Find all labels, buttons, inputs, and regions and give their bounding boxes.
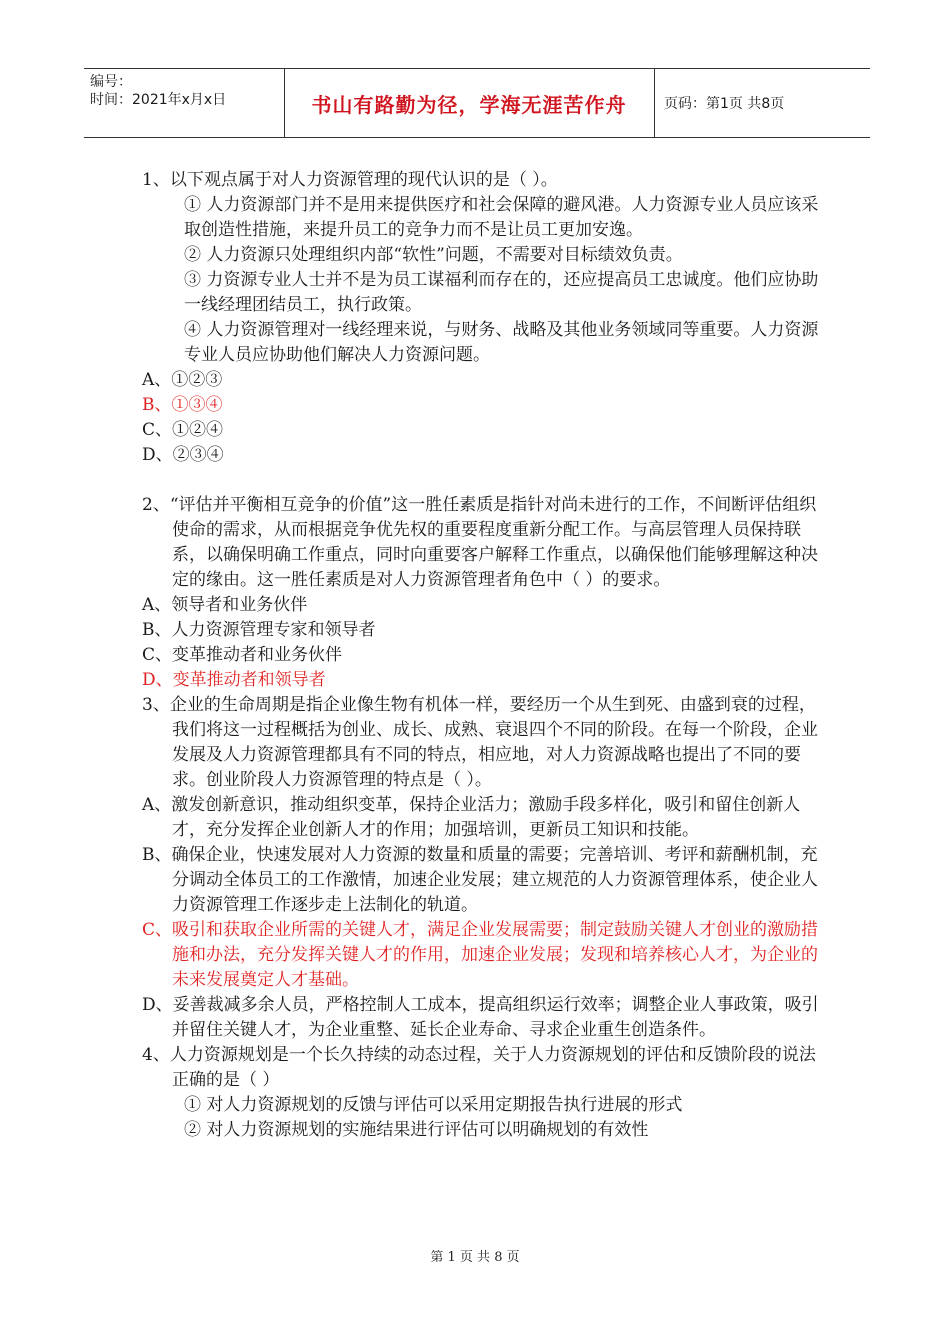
option: A、①②③ xyxy=(142,370,223,390)
correct-option: C、吸引和获取企业所需的关键人才，满足企业发展需要；制定鼓励关键人才创业的激励措施和办法，充分发挥关键人才的作用，加速企业发展；发现和培养核心人才，为企业的未来发展奠定人才基础。 xyxy=(142,920,819,990)
page-header xyxy=(84,68,870,138)
question-stem: 3、企业的生命周期是指企业像生物有机体一样，要经历一个从生到死、由盛到衰的过程，我们将这一过程概括为创业、成长、成熟、衰退四个不同的阶段。在每一个阶段，企业发展及人力资源管理都具有不同的特点，相应地，对人力资源战略也提出了不同的要求。创业阶段人力资源管理的特点是（ ）。 xyxy=(142,695,818,790)
option: D、②③④ xyxy=(142,445,224,465)
header-page-number: 页码：第1页 共8页 xyxy=(664,96,785,112)
option: A、激发创新意识，推动组织变革，保持企业活力；激励手段多样化，吸引和留住创新人才，充分发挥企业创新人才的作用；加强培训，更新员工知识和技能。 xyxy=(142,795,801,840)
spacer xyxy=(142,468,832,493)
statement: ④ 人力资源管理对一线经理来说，与财务、战略及其他业务领域同等重要。人力资源专业人员应协助他们解决人力资源问题。 xyxy=(184,320,819,365)
option: C、①②④ xyxy=(142,420,224,440)
document-date: 时间：2021年x月x日 xyxy=(90,92,227,108)
question-list xyxy=(142,168,832,1143)
option: B、人力资源管理专家和领导者 xyxy=(142,620,376,640)
correct-option: B、①③④ xyxy=(142,395,223,415)
statement: ① 对人力资源规划的反馈与评估可以采用定期报告执行进展的形式 xyxy=(184,1095,683,1115)
correct-option: D、变革推动者和领导者 xyxy=(142,670,326,690)
page-footer: 第 1 页 共 8 页 xyxy=(430,1250,520,1265)
option: B、确保企业，快速发展对人力资源的数量和质量的需要；完善培训、考评和薪酬机制，充分调动全体员工的工作激情，加速企业发展；建立规范的人力资源管理体系，使企业人力资源管理工作逐步走上法制化的轨道。 xyxy=(142,845,818,915)
header-meta xyxy=(84,69,285,137)
option: A、领导者和业务伙伴 xyxy=(142,595,308,615)
question-stem: 2、“评估并平衡相互竞争的价值”这一胜任素质是指针对尚未进行的工作，不间断评估组织使命的需求，从而根据竞争优先权的重要程度重新分配工作。与高层管理人员保持联系，以确保明确工作重点，同时向重要客户解释工作重点，以确保他们能够理解这种决定的缘由。这一胜任素质是对人力资源管理者角色中（ ）的要求。 xyxy=(142,495,818,590)
question-stem: 1、以下观点属于对人力资源管理的现代认识的是（ ）。 xyxy=(142,170,558,190)
statement: ③ 力资源专业人士并不是为员工谋福利而存在的，还应提高员工忠诚度。他们应协助一线经理团结员工，执行政策。 xyxy=(184,270,819,315)
document-number: 编号： xyxy=(90,74,132,90)
option: C、变革推动者和业务伙伴 xyxy=(142,645,343,665)
option: D、妥善裁减多余人员，严格控制人工成本，提高组织运行效率；调整企业人事政策，吸引并留住关键人才，为企业重整、延长企业寿命、寻求企业重生创造条件。 xyxy=(142,995,819,1040)
question-stem: 4、人力资源规划是一个长久持续的动态过程，关于人力资源规划的评估和反馈阶段的说法正确的是（ ） xyxy=(142,1045,816,1090)
statement: ② 对人力资源规划的实施结果进行评估可以明确规划的有效性 xyxy=(184,1120,649,1140)
header-motto: 书山有路勤为径，学海无涯苦作舟 xyxy=(284,69,655,137)
statement: ② 人力资源只处理组织内部“软性”问题，不需要对目标绩效负责。 xyxy=(184,245,683,265)
statement: ① 人力资源部门并不是用来提供医疗和社会保障的避风港。人力资源专业人员应该采取创造性措施，来提升员工的竞争力而不是让员工更加安逸。 xyxy=(184,195,819,240)
